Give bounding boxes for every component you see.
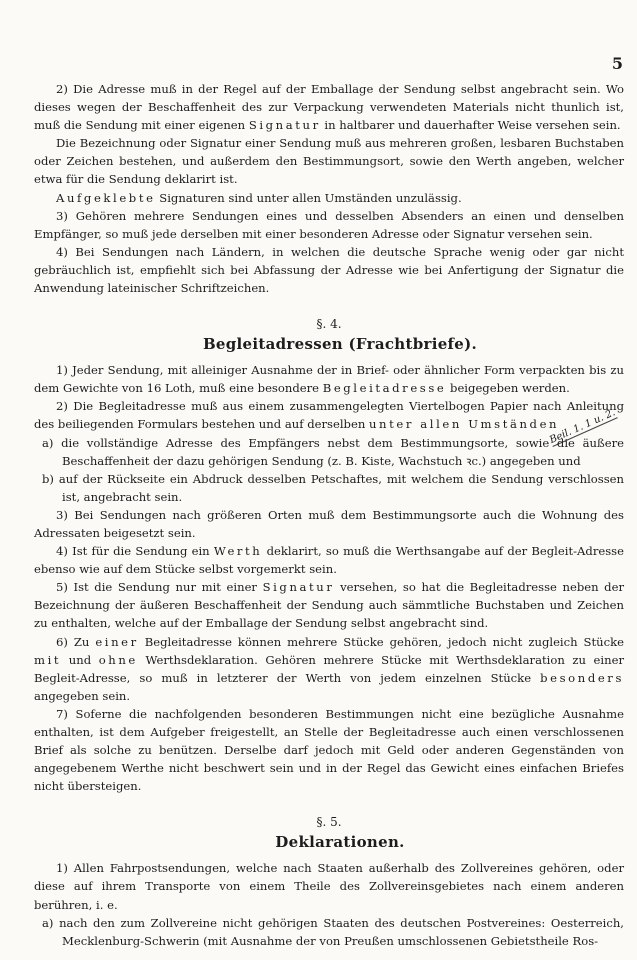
s4-paragraph-7: 7) Soferne die nachfolgenden besonderen Bestimmungen nicht eine bezügliche Ausnahme enthalten, ist dem Aufgeber freigestellt, an Stelle der Begleitadresse auch einen verschlossenen Brief als solche zu benützen. Derselbe darf jedoch mit Geld oder anderen Gegenständen von angegebenem Werthe nicht beschwert sein und in der Regel das Gewicht eines einfachen Briefes nicht übersteigen. [34, 706, 624, 794]
s4-paragraph-5: 5) Ist die Sendung nur mit einer Signatur versehen, so hat die Begleitadresse neben der Bezeichnung der äußeren Beschaffenheit der Sendung auch sämmtliche Buchstaben und Zeichen zu enthalten, welche auf der Emballage der Sendung selbst angebracht sind. [34, 580, 625, 631]
s4-item-b: b) auf der Rückseite ein Abdruck desselben Petschaftes, mit welchem die Sendung verschlossen ist, angebracht sein. [42, 471, 624, 504]
section-4-title: Begleitadressen (Frachtbriefe). [202, 335, 478, 354]
section-5-title: Deklarationen. [275, 833, 405, 852]
page-number: 5 [611, 54, 623, 73]
s4-paragraph-4: 4) Ist für die Sendung ein Werth deklarirt, so muß die Werthsangabe auf der Begleit-Adresse ebenso wie auf dem Stücke selbst vorgemerkt sein. [34, 544, 624, 577]
s4-paragraph-3: 3) Bei Sendungen nach größeren Orten muß dem Bestimmungsorte auch die Wohnung des Adressaten beigesetzt sein. [34, 507, 624, 540]
paragraph-signature-description: Die Bezeichnung oder Signatur einer Sendung muß aus mehreren großen, lesbaren Buchstaben oder Zeichen bestehen, und außerdem den Bestimmungsort, sowie den Werth angeben, welcher etwa für die Sendung deklarirt ist. [34, 136, 624, 187]
s4-paragraph-1: 1) Jeder Sendung, mit alleiniger Ausnahme der in Brief- oder ähnlicher Form verpackten bis zu dem Gewichte von 16 Loth, muß eine besondere Begleitadresse beigegeben werden. [34, 363, 624, 396]
s4-item-a: a) die vollständige Adresse des Empfängers nebst dem Bestimmungsorte, sowie die äußere Beschaffenheit der dazu gehörigen Sendung (z. B. Kiste, Wachstuch ꝛc.) angegeben und [42, 435, 624, 468]
paragraph-latin-script: 4) Bei Sendungen nach Ländern, in welchen die deutsche Sprache wenig oder gar nicht gebräuchlich ist, empfiehlt sich bei Abfassung der Adresse wie bei Anfertigung der Signatur die Anwendung lateinischer Schriftzeichen. [34, 244, 624, 296]
paragraph-address-rule: 2) Die Adresse muß in der Regel auf der Emballage der Sendung selbst angebracht sein. Wo dieses wegen der Beschaffenheit des zur Verpackung verwendeten Materials nicht thunlich ist, muß die Sendung mit einer eigenen Signatur in haltbarer und dauerhafter Weise versehen sein. [34, 82, 624, 133]
page-body [34, 80, 624, 950]
s4-paragraph-6: 6) Zu einer Begleitadresse können mehrere Stücke gehören, jedoch nicht zugleich Stücke mit und ohne Werthsdeklaration. Gehören mehrere Stücke mit Werthsdeklaration zu einer Begleit-Adresse, so muß in letzterer der Werth von jedem einzelnen Stücke besonders angegeben sein. [34, 634, 624, 703]
section-4-number: §. 4. [316, 317, 342, 332]
section-5-number: §. 5. [316, 815, 342, 830]
s5-paragraph-1: 1) Allen Fahrpostsendungen, welche nach Staaten außerhalb des Zollvereines gehören, oder diese auf ihrem Transporte von einem Theile des Zollvereinsgebietes nach einem anderen berühren, i. e. [34, 861, 624, 912]
margin-note: Beil. 1. 1 u. 2. [548, 407, 617, 447]
paragraph-signature-prohibition: Aufgeklebte Signaturen sind unter allen Umständen unzulässig. [56, 190, 462, 205]
paragraph-multiple-shipments: 3) Gehören mehrere Sendungen eines und desselben Absenders an einen und denselben Empfänger, so muß jede derselben mit einer besonderen Adresse oder Signatur versehen sein. [34, 208, 624, 241]
s5-item-a: a) nach den zum Zollvereine nicht gehörigen Staaten des deutschen Postvereines: Oesterreich, Mecklenburg-Schwerin (mit Ausnahme der von Preußen umschlossenen Gebietstheile Ros- [42, 915, 624, 948]
s4-paragraph-2: 2) Die Begleitadresse muß aus einem zusammengelegten Viertelbogen Papier nach Anleitung des beiliegenden Formulars bestehen und auf derselben unter allen Umständen [34, 399, 624, 432]
